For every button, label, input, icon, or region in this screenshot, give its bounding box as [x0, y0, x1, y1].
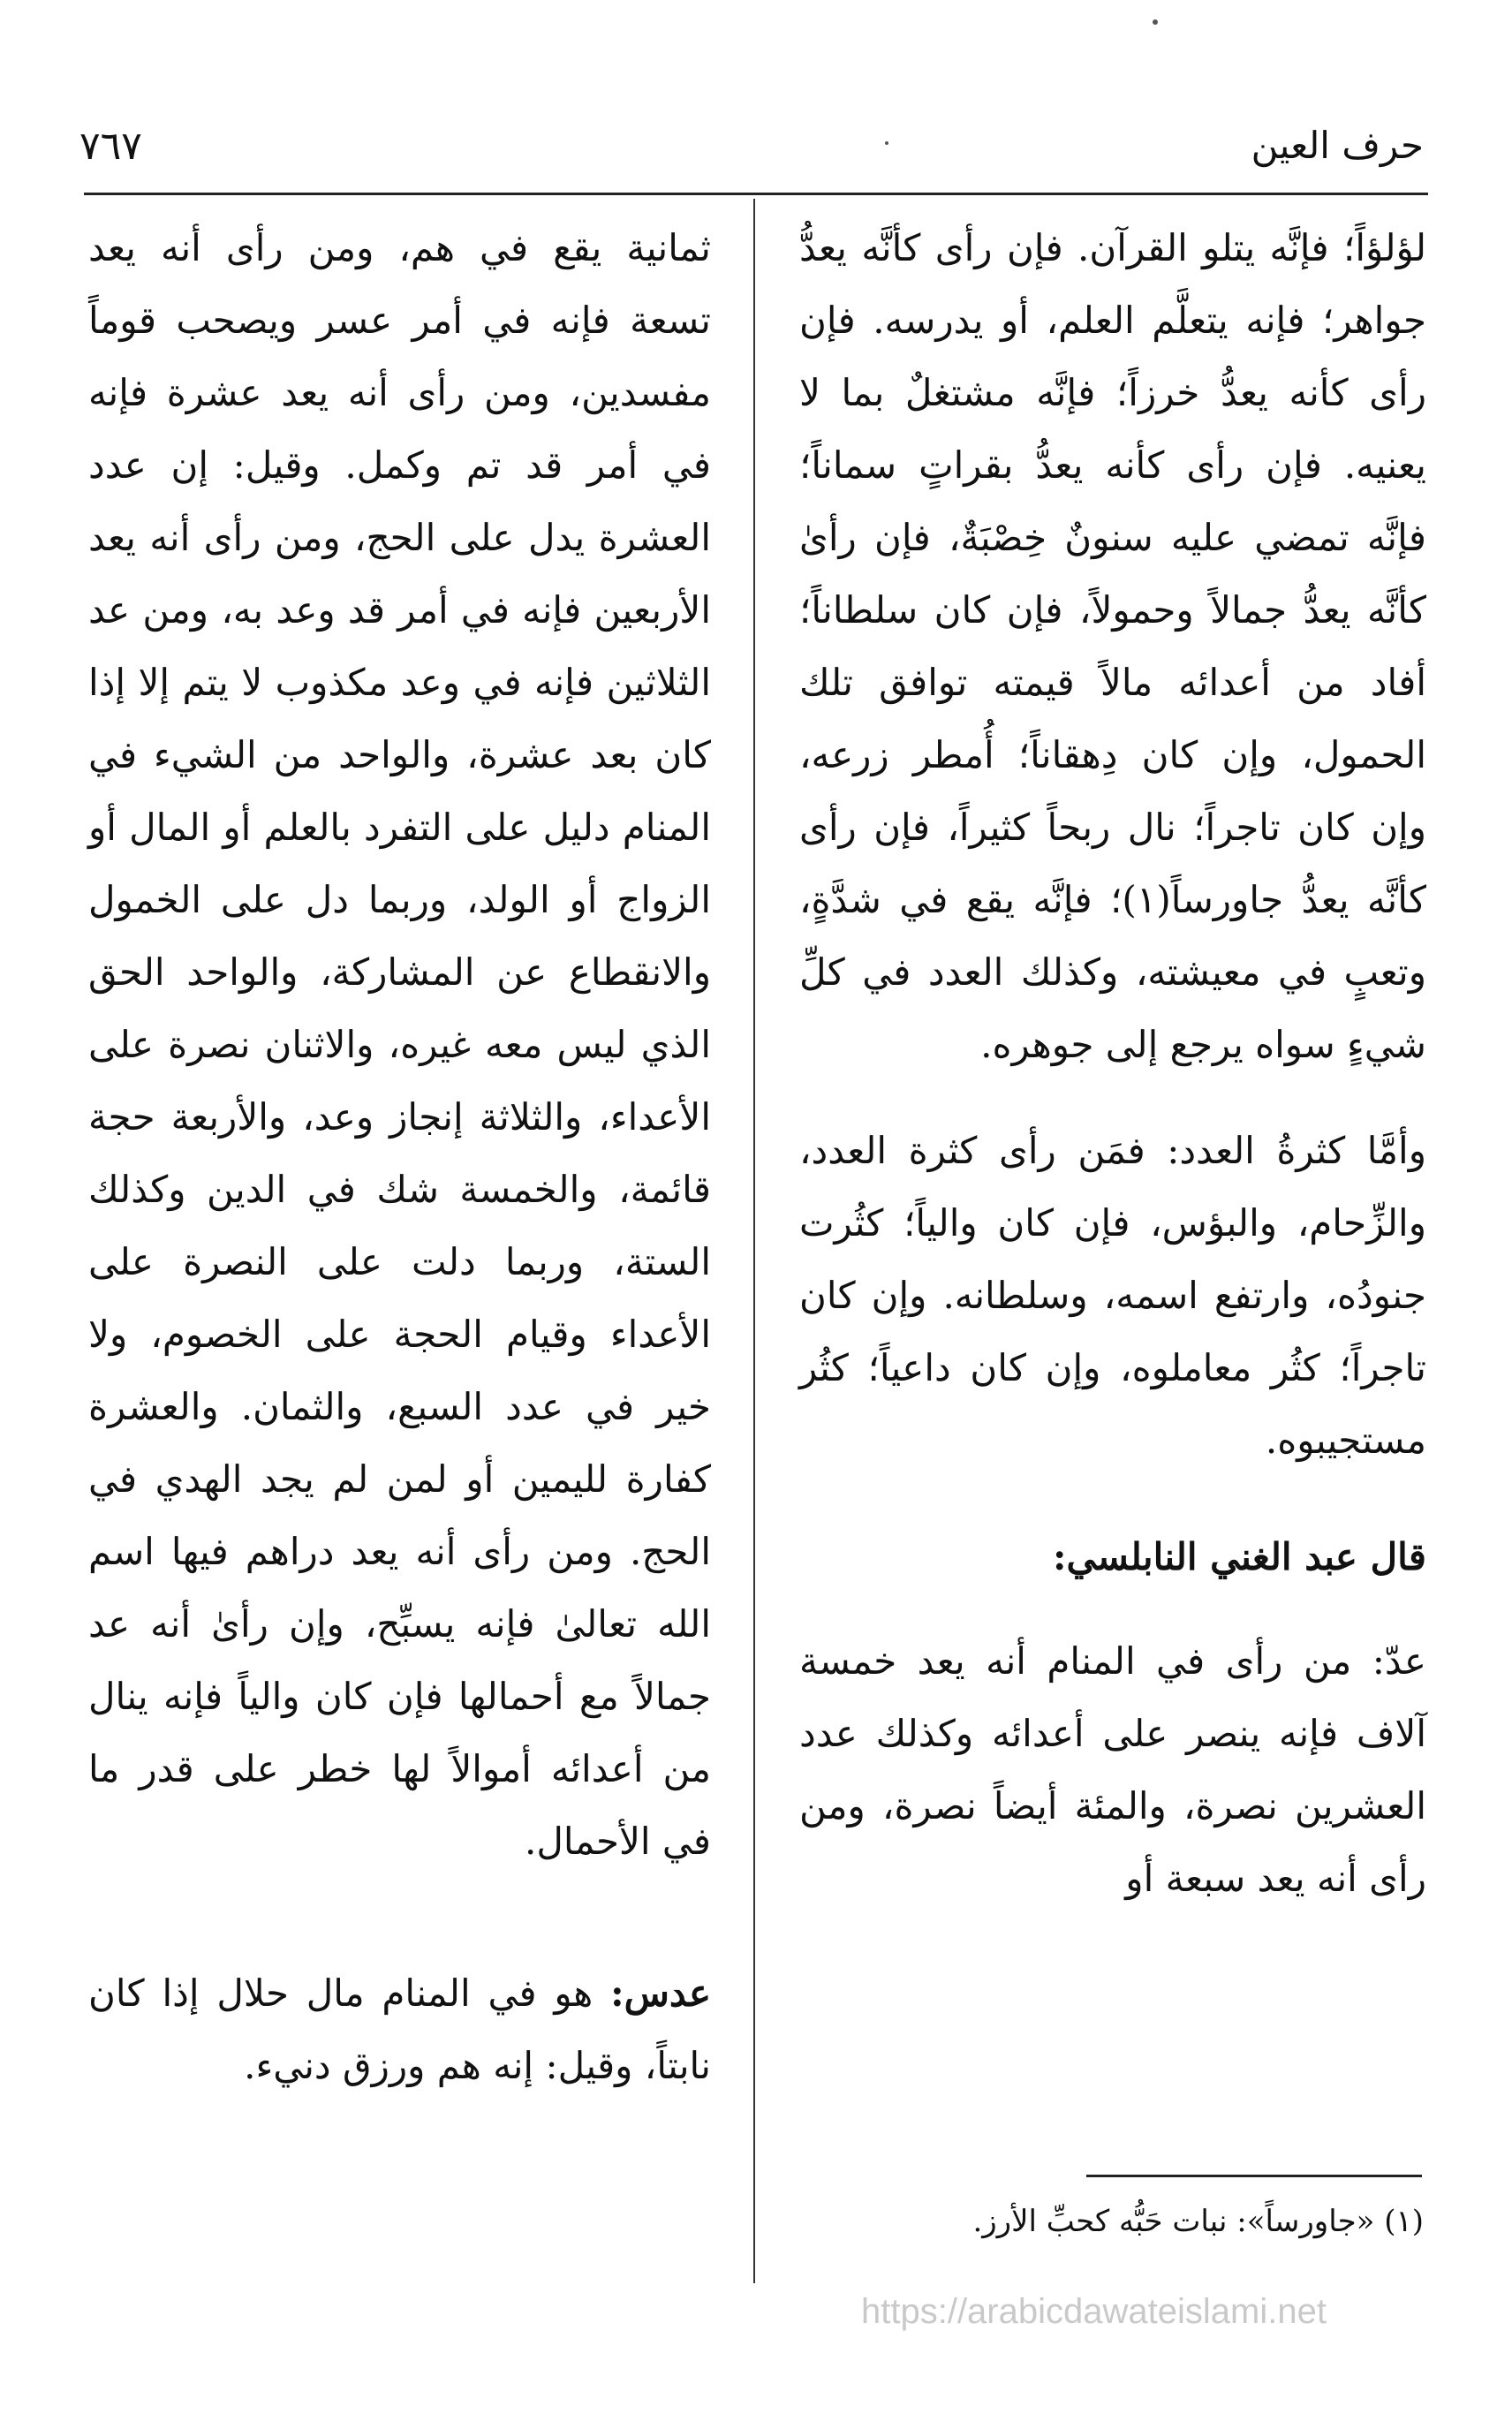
- entry-text: هو في المنام مال حلال إذا كان نابتاً، وقيل: إنه هم ورزق دنيء.: [88, 1971, 711, 2087]
- header-rule: [84, 193, 1428, 195]
- paragraph: ثمانية يقع في هم، ومن رأى أنه يعد تسعة فإنه في أمر عسر ويصحب قوماً مفسدين، ومن رأى أنه يعد عشرة فإنه في أمر قد تم وكمل. وقيل: إن عدد العشرة يدل على الحج، ومن رأى أنه يعد الأربعين فإنه في أمر قد وعد به، ومن عد الثلاثين فإنه في وعد مكذوب لا يتم إلا إذا كان بعد عشرة، والواحد من الشيء في المنام دليل على التفرد بالعلم أو المال أو الزواج أو الولد، وربما دل على الخمول والانقطاع عن المشاركة، والواحد الحق الذي ليس معه غيره، والاثنان نصرة على الأعداء، والثلاثة إنجاز وعد، والأربعة حجة قائمة، والخمسة شك في الدين وكذلك الستة، وربما دلت على النصرة على الأعداء وقيام الحجة على الخصوم، ولا خير في عدد السبع، والثمان. والعشرة كفارة لليمين أو لمن لم يجد الهدي في الحج. ومن رأى أنه يعد دراهم فيها اسم الله تعالىٰ فإنه يسبِّح، وإن رأىٰ أنه عد جمالاً مع أحمالها فإن كان والياً فإنه ينال من أعدائه أموالاً لها خطر على قدر ما في الأحمال.: [88, 226, 711, 1863]
- scan-speck: [885, 141, 888, 145]
- paragraph: عدّ: من رأى في المنام أنه يعد خمسة آلاف فإنه ينصر على أعدائه وكذلك عدد العشرين نصرة، والمئة أيضاً نصرة، ومن رأى أنه يعد سبعة أو: [799, 1639, 1426, 1900]
- watermark-url: https://arabicdawateislami.net: [861, 2292, 1327, 2331]
- entry-term: عدس:: [610, 1971, 712, 2015]
- dictionary-entry: [88, 1957, 711, 2102]
- running-header-title: حرف العين: [1251, 124, 1424, 167]
- right-column: [799, 212, 1426, 1915]
- left-column: [88, 212, 711, 2102]
- column-divider: [753, 199, 755, 2283]
- page-number: ٧٦٧: [79, 124, 142, 169]
- section-heading: قال عبد الغني النابلسي:: [1053, 1535, 1426, 1578]
- footnote: (١) «جاورساً»: نبات حَبُّه كحبِّ الأرز.: [972, 2204, 1424, 2239]
- paragraph: لؤلؤاً؛ فإنَّه يتلو القرآن. فإن رأى كأنَّه يعدُّ جواهر؛ فإنه يتعلَّم العلم، أو يدرسه. فإن رأى كأنه يعدُّ خرزاً؛ فإنَّه مشتغلٌ بما لا يعنيه. فإن رأى كأنه يعدُّ بقراتٍ سماناً؛ فإنَّه تمضي عليه سنونٌ خِصْبَةٌ، فإن رأىٰ كأنَّه يعدُّ جمالاً وحمولاً، فإن كان سلطاناً؛ أفاد من أعدائه مالاً قيمته توافق تلك الحمول، وإن كان دِهقاناً؛ أُمطر زرعه، وإن كان تاجراً؛ نال ربحاً كثيراً، فإن رأى كأنَّه يعدُّ جاورساً(١)؛ فإنَّه يقع في شدَّةٍ، وتعبٍ في معيشته، وكذلك العدد في كلِّ شيءٍ سواه يرجع إلى جوهره.: [799, 226, 1426, 1066]
- footnote-rule: [1086, 2175, 1422, 2177]
- paragraph: وأمَّا كثرةُ العدد: فمَن رأى كثرة العدد، والزِّحام، والبؤس، فإن كان والياً؛ كثُرت جنودُه، وارتفع اسمه، وسلطانه. وإن كان تاجراً؛ كثُر معاملوه، وإن كان داعياً؛ كثُر مستجيبوه.: [799, 1129, 1426, 1462]
- scan-speck: [1153, 19, 1158, 25]
